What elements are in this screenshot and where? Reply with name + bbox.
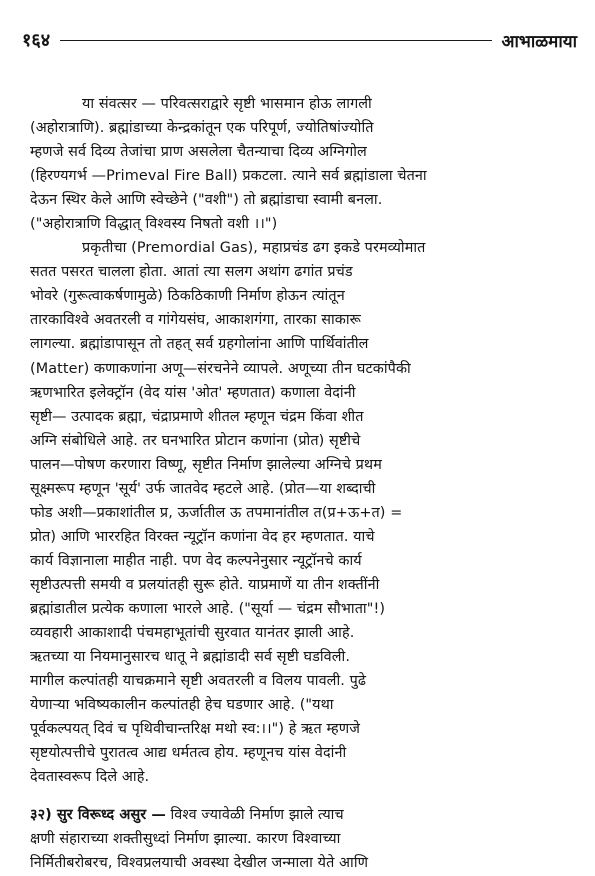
text-line: सृष्टयोत्पत्तीचे पुरातत्व आद्य धर्मतत्व होय. म्हणूनच यांस वेदांनी xyxy=(30,745,347,762)
text-line: प्रकृतीचा (Premordial Gas), महाप्रचंड ढग इकडे परमव्योमात xyxy=(82,240,426,257)
page-body xyxy=(30,92,572,876)
text-line: सृष्टी— उत्पादक ब्रह्मा, चंद्राप्रमाणे शीतल म्हणून चंद्रम किंवा शीत xyxy=(30,408,364,425)
text-line: सृष्टीउत्पत्ती समयी व प्रलयांतही सुरू होते. याप्रमाणें या तीन शक्तींनी xyxy=(30,576,380,593)
running-title: आभाळमाया xyxy=(501,31,577,52)
text-line: भोवरे (गुरूत्वाकर्षणामुळे) ठिकठिकाणी निर्माण होऊन त्यांतून xyxy=(30,288,345,305)
text-line: देवतास्वरूप दिले आहे. xyxy=(30,769,150,786)
text-line: सूक्ष्मरूप म्हणून 'सूर्य' उर्फ जातवेद म्हटले आहे. (प्रोत—या शब्दाची xyxy=(30,480,376,497)
text-line: ऋणभारित इलेक्ट्रॉन (वेद यांस 'ओत' म्हणतात) कणाला वेदांनी xyxy=(30,384,356,401)
text-line: तारकाविश्वे अवतरली व गांगेयसंघ, आकाशगंगा, तारका साकारू xyxy=(30,312,361,329)
section-heading: ३२) सुर विरूध्द असुर — xyxy=(30,807,166,824)
text-line: म्हणजे सर्व दिव्य तेजांचा प्राण असलेला चैतन्याचा दिव्य अग्निगोल xyxy=(30,144,367,161)
text-line: प्रोत) आणि भाररहित विरक्त न्यूट्रॉन कणांना वेद हर म्हणतात. याचे xyxy=(30,528,375,545)
text-line: पूर्वकल्पयत् दिवं च पृथिवीचान्तरिक्ष मथो स्व:।।") हे ऋत म्हणजे xyxy=(30,721,360,738)
text-line: ऋतच्या या नियमानुसारच धातू ने ब्रह्मांडादी सर्व सृष्टी घडविली. xyxy=(30,649,350,666)
text-line: देऊन स्थिर केले आणि स्वेच्छेने ("वशी") तो ब्रह्मांडाचा स्वामी बनला. xyxy=(30,192,383,209)
text-line: मागील कल्पांतही याचक्रमाने सृष्टी अवतरली व विलय पावली. पुढे xyxy=(30,673,367,690)
header-rule xyxy=(60,40,491,41)
text-line: निर्मितीबरोबरच, विश्वप्रलयाची अवस्था देखील जन्माला येते आणि xyxy=(30,855,369,872)
text-line: व्यवहारी आकाशादी पंचमहाभूतांची सुरवात यानंतर झाली आहे. xyxy=(30,625,355,642)
section-first-line xyxy=(30,803,572,827)
page-header xyxy=(22,28,577,52)
text-line: लागल्या. ब्रह्मांडापासून तो तहत् सर्व ग्रहगोलांना आणि पार्थिवांतील xyxy=(30,336,369,353)
paragraph-gap xyxy=(30,789,572,803)
text-line: (हिरण्यगर्भ —Primeval Fire Ball) प्रकटला. त्याने सर्व ब्रह्मांडाला चेतना xyxy=(30,168,427,185)
text-line: क्षणी संहाराच्या शक्तीसुध्दां निर्माण झाल्या. कारण विश्वाच्या xyxy=(30,831,341,848)
page-number: १६४ xyxy=(22,30,51,51)
text-line: फोड अशी—प्रकाशांतील प्र, ऊर्जातील ऊ तपमानांतील त(प्र+ऊ+त) = xyxy=(30,504,403,521)
text-line: पालन—पोषण करणारा विष्णू, सृष्टीत निर्माण झालेल्या अग्निचे प्रथम xyxy=(30,456,382,473)
text-line: विश्व ज्यावेळी निर्माण झाले त्याच xyxy=(165,807,344,824)
text-line: कार्य विज्ञानाला माहीत नाही. पण वेद कल्पनेनुसार न्यूट्रॉनचे कार्य xyxy=(30,552,362,569)
text-line: येणाऱ्या भविष्यकालीन कल्पांतही हेच घडणार आहे. ("यथा xyxy=(30,697,334,714)
paragraph-2 xyxy=(30,236,572,789)
paragraph-1 xyxy=(30,92,572,236)
text-line: या संवत्सर — परिवत्सराद्वारे सृष्टी भासमान होऊ लागली xyxy=(82,96,372,112)
text-line: ("अहोरात्राणि विद्धात् विश्वस्य निषतो वशी ।।") xyxy=(30,216,278,233)
text-line: (अहोरात्राणि). ब्रह्मांडाच्या केन्द्रकांतून एक परिपूर्ण, ज्योतिषांज्योति xyxy=(30,120,374,137)
text-line: (Matter) कणाकणांना अणू—संरचनेने व्यापले. अणूच्या तीन घटकांपैकी xyxy=(30,360,411,377)
section-32 xyxy=(30,803,572,875)
text-line: अग्नि संबोधिले आहे. तर घनभारित प्रोटान कणांना (प्रोत) सृष्टीचे xyxy=(30,432,361,449)
text-line: ब्रह्मांडातील प्रत्येक कणाला भारले आहे. ("सूर्या — चंद्रम सौभाता"!) xyxy=(30,600,386,617)
text-line: सतत पसरत चालला होता. आतां त्या सलग अथांग ढगांत प्रचंड xyxy=(30,264,353,281)
